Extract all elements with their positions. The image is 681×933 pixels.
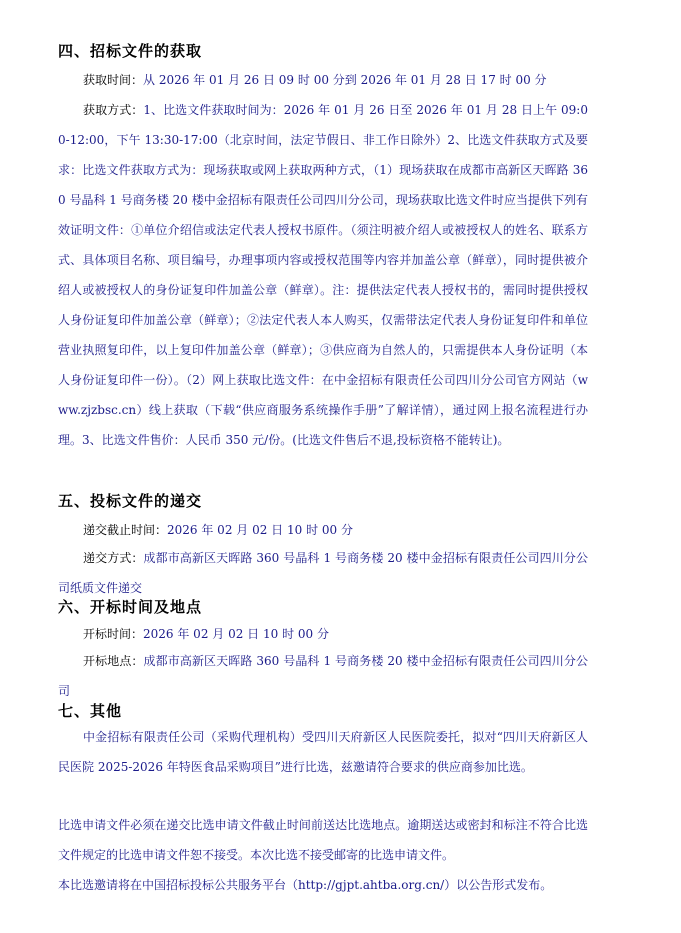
section-4-method — [58, 95, 588, 455]
section-5-heading: 五、投标文件的递交 — [58, 492, 203, 510]
section-4-heading: 四、招标文件的获取 — [58, 42, 203, 60]
time-label: 获取时间： — [83, 73, 144, 87]
opening-time-label: 开标时间： — [83, 627, 144, 641]
section-7-paragraph-1: 中金招标有限责任公司（采购代理机构）受四川天府新区人民医院委托，拟对“四川天府新区人民医院 2025-2026 年特医食品采购项目”进行比选，兹邀请符合要求的供应商参加比选。 — [58, 730, 588, 774]
delivery-method-label: 递交方式： — [83, 551, 144, 565]
opening-place-value: 成都市高新区天晖路 360 号晶科 1 号商务楼 20 楼中金招标有限责任公司四川分公司 — [58, 654, 588, 698]
deadline-label: 递交截止时间： — [83, 523, 168, 537]
opening-time-value: 2026 年 02 月 02 日 10 时 00 分 — [143, 627, 329, 641]
section-7-paragraph-3: 本比选邀请将在中国招标投标公共服务平台（http://gjpt.ahtba.org.cn/）以公告形式发布。 — [58, 878, 553, 892]
section-5-deadline — [58, 515, 588, 545]
deadline-value: 2026 年 02 月 02 日 10 时 00 分 — [167, 523, 353, 537]
method-label: 获取方式： — [83, 103, 144, 117]
section-6-place — [58, 646, 588, 706]
section-5-method — [58, 543, 588, 603]
section-4-time — [58, 65, 588, 95]
time-value: 从 2026 年 01 月 26 日 09 时 00 分到 2026 年 01 月 28 日 17 时 00 分 — [143, 73, 547, 87]
section-7-paragraph-2: 比选申请文件必须在递交比选申请文件截止时间前送达比选地点。逾期送达或密封和标注不符合比选文件规定的比选申请文件恕不接受。本次比选不接受邮寄的比选申请文件。 — [58, 818, 588, 862]
section-6-heading: 六、开标时间及地点 — [58, 598, 203, 616]
section-6-time — [58, 619, 588, 649]
method-text: 1、比选文件获取时间为：2026 年 01 月 26 日至 2026 年 01 月 28 日上午 09:00-12:00，下午 13:30-17:00（北京时间，法定节假日、非工作日除外）2、比选文件获取方式及要求：比选文件获取方式为：现场获取或网上获取两种方式，（1）现场获取在成都市高新区天晖路 360 号晶科 1 号商务楼 20 楼中金招标有限责任公司四川分公司，现场获取比选文件时应当提供下列有效证明文件：①单位介绍信或法定代表人授权书原件。（须注明被介绍人或被授权人的姓名、联系方式、具体项目名称、项目编号，办理事项内容或授权范围等内容并加盖公章（鲜章），同时提供被介绍人或被授权人的身份证复印件加盖公章（鲜章）。注：提供法定代表人授权书的，需同时提供授权人身份证复印件加盖公章（鲜章）；②法定代表人本人购买，仅需带法定代表人身份证复印件和单位营业执照复印件，以上复印件加盖公章（鲜章）；③供应商为自然人的，只需提供本人身份证明（本人身份证复印件一份）。（2）网上获取比选文件：在中金招标有限责任公司四川分公司官方网站（www.zjzbsc.cn）线上获取（下载“供应商服务系统操作手册”了解详情），通过网上报名流程进行办理。3、比选文件售价：人民币 350 元/份。(比选文件售后不退,投标资格不能转让)。 — [58, 103, 588, 447]
opening-place-label: 开标地点： — [83, 654, 144, 668]
section-7-heading: 七、其他 — [58, 702, 123, 720]
delivery-method-value: 成都市高新区天晖路 360 号晶科 1 号商务楼 20 楼中金招标有限责任公司四川分公司纸质文件递交 — [58, 551, 588, 595]
